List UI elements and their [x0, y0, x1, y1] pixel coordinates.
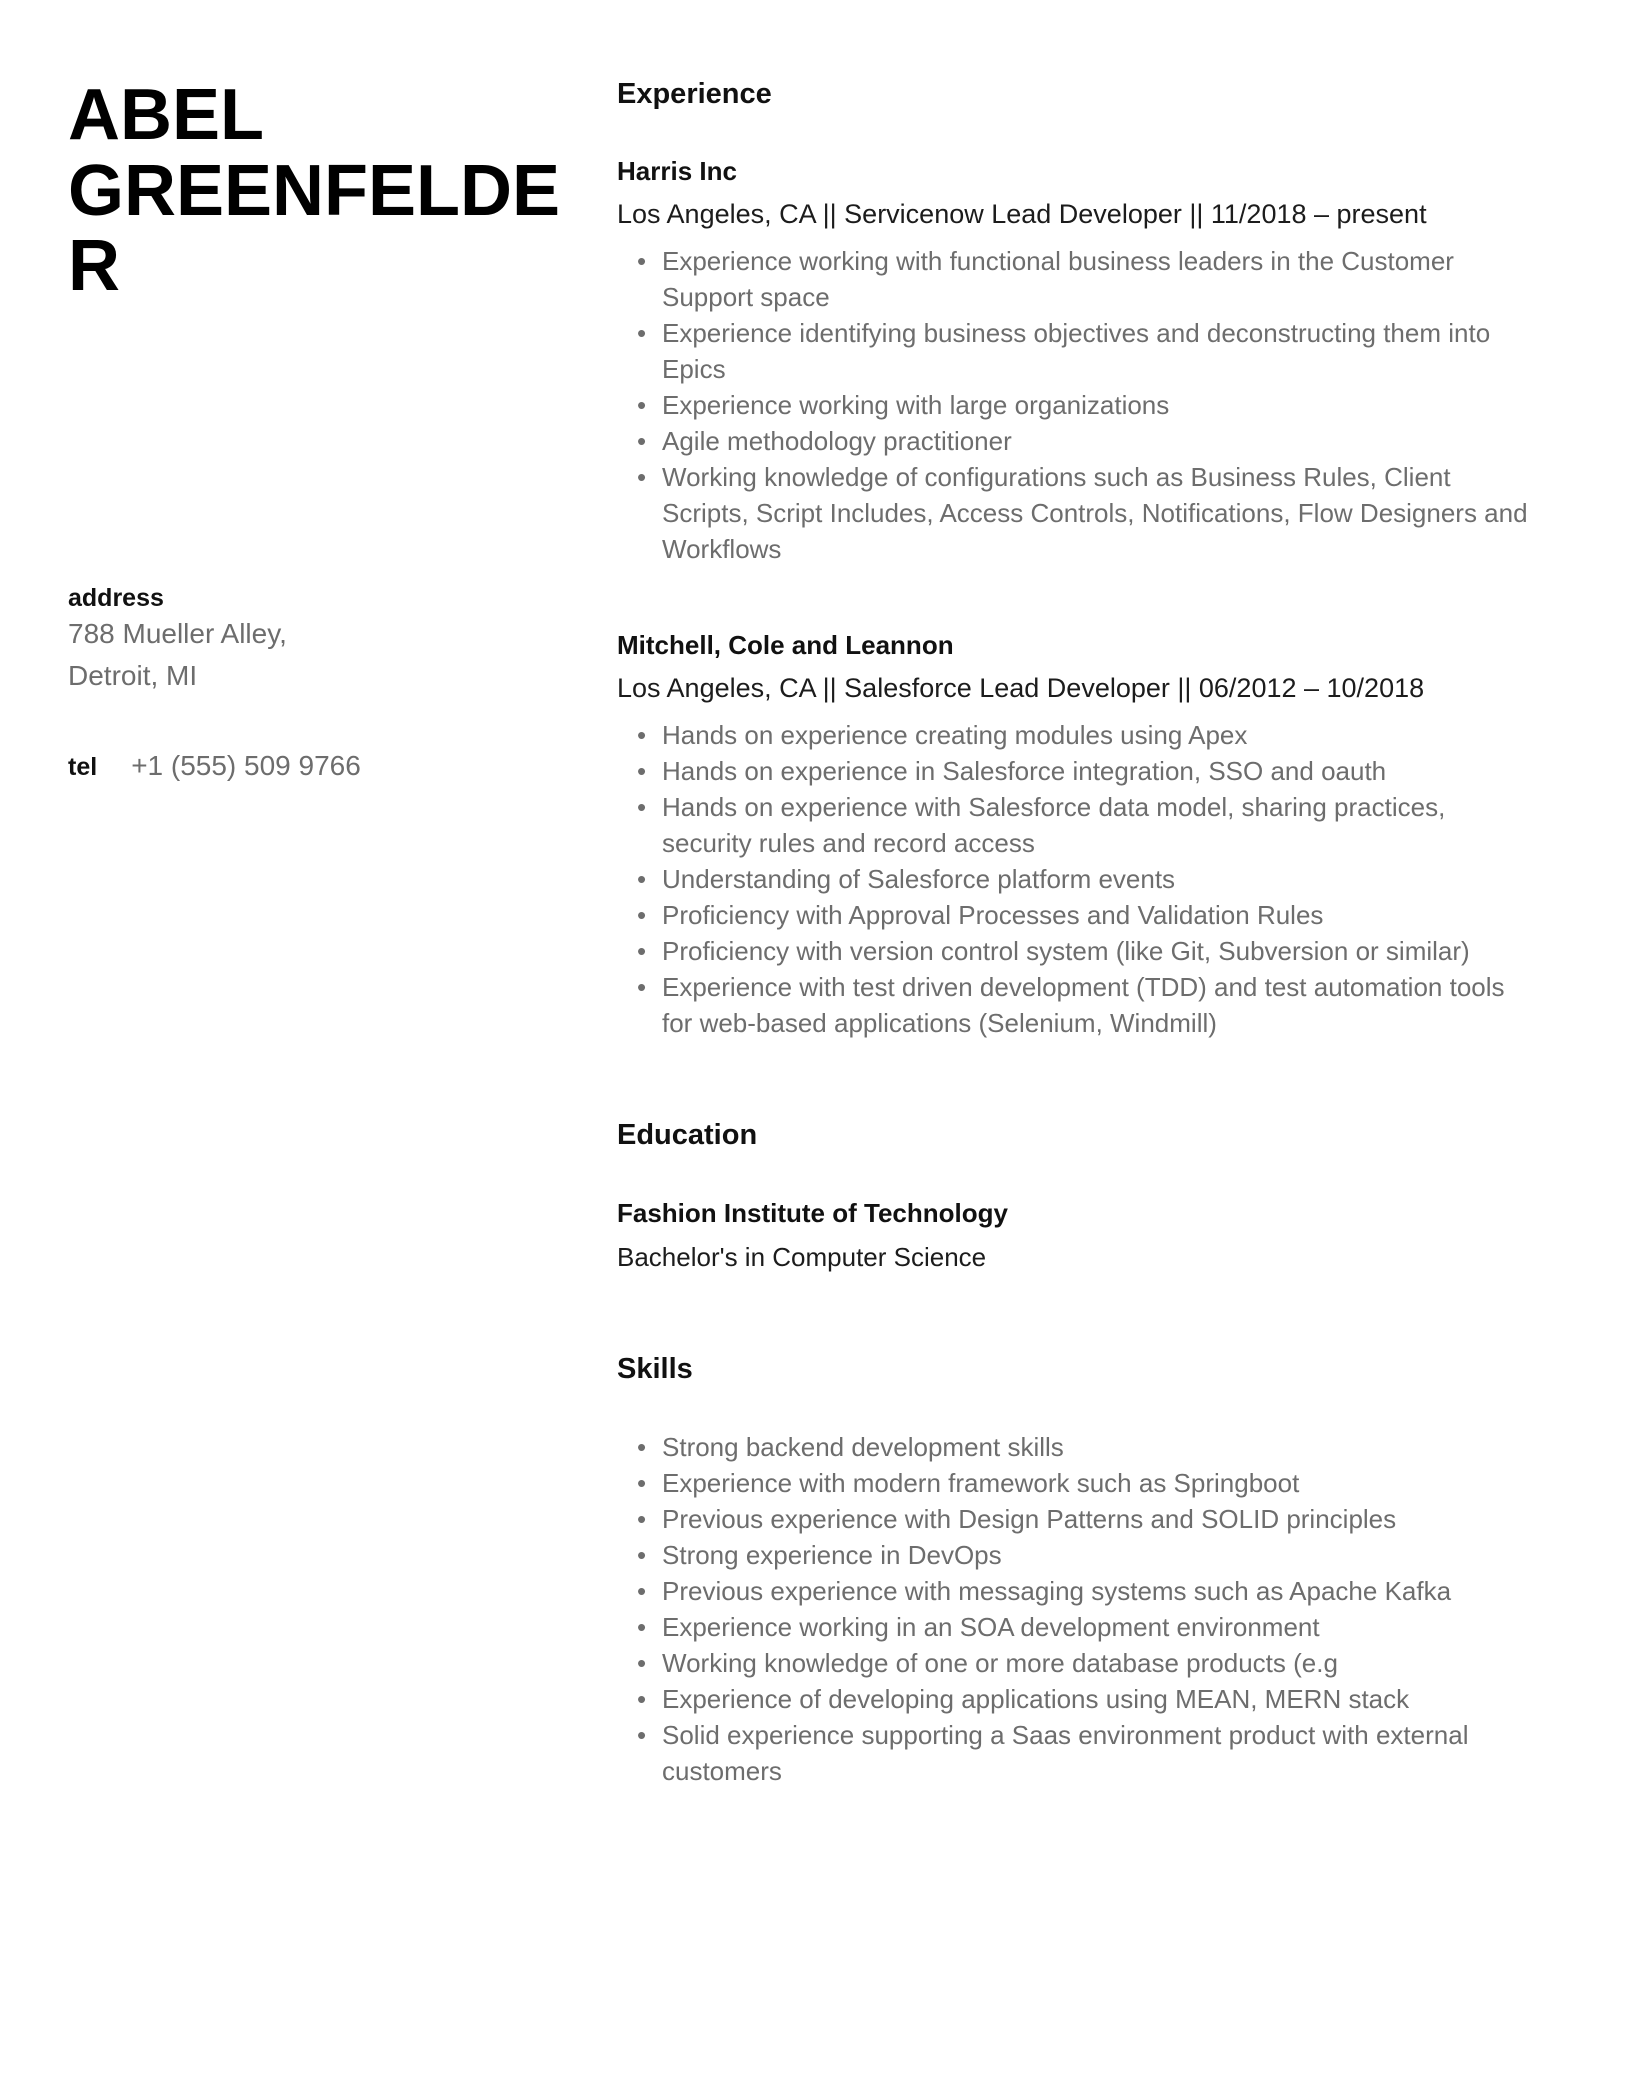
job-bullet: • Experience with test driven development (TDD) and test automation tools for web-based applications (Selenium, Windmill)	[617, 969, 1537, 1041]
experience-section	[617, 78, 1567, 1041]
skill-bullet: • Working knowledge of one or more database products (e.g	[617, 1645, 1537, 1681]
skill-bullet: • Previous experience with Design Patterns and SOLID principles	[617, 1501, 1537, 1537]
skill-bullet: • Solid experience supporting a Saas environment product with external customers	[617, 1717, 1537, 1789]
address-line-2: Detroit, MI	[68, 659, 198, 691]
address-block	[68, 583, 573, 697]
tel-label: tel	[68, 752, 98, 781]
skill-bullet: • Strong backend development skills	[617, 1429, 1537, 1465]
skill-bullet: • Experience working in an SOA development environment	[617, 1609, 1537, 1645]
job-company: Mitchell, Cole and Leannon	[617, 630, 954, 660]
job-company: Harris Inc	[617, 156, 737, 186]
resume-main-column	[617, 0, 1567, 1789]
job-bullet: • Agile methodology practitioner	[617, 423, 1537, 459]
experience-heading: Experience	[617, 78, 772, 110]
job-bullet: • Experience working with functional business leaders in the Customer Support space	[617, 243, 1537, 315]
resume-sidebar	[0, 0, 573, 787]
school-name: Fashion Institute of Technology	[617, 1198, 1008, 1228]
skill-bullet: • Previous experience with messaging systems such as Apache Kafka	[617, 1573, 1537, 1609]
job-bullet: • Hands on experience creating modules using Apex	[617, 717, 1537, 753]
skills-bullet-list	[617, 1429, 1537, 1789]
job-meta: Los Angeles, CA || Servicenow Lead Developer || 11/2018 – present	[617, 199, 1427, 229]
tel-value: +1 (555) 509 9766	[131, 749, 361, 781]
job-bullet-list	[617, 717, 1537, 1041]
job-bullet: • Working knowledge of configurations such as Business Rules, Client Scripts, Script Includes, Access Controls, Notifications, Flow Designers and Workflows	[617, 459, 1537, 567]
education-heading: Education	[617, 1119, 758, 1151]
job-bullet: • Proficiency with version control system (like Git, Subversion or similar)	[617, 933, 1537, 969]
skill-bullet: • Strong experience in DevOps	[617, 1537, 1537, 1573]
job-bullet: • Proficiency with Approval Processes and Validation Rules	[617, 897, 1537, 933]
tel-block	[68, 745, 573, 787]
job-bullet: • Hands on experience with Salesforce data model, sharing practices, security rules and record access	[617, 789, 1537, 861]
job-bullet: • Understanding of Salesforce platform events	[617, 861, 1537, 897]
skills-heading: Skills	[617, 1353, 693, 1385]
skill-bullet: • Experience with modern framework such as Springboot	[617, 1465, 1537, 1501]
job-bullet: • Experience working with large organizations	[617, 387, 1537, 423]
job-bullet: • Hands on experience in Salesforce integration, SSO and oauth	[617, 753, 1537, 789]
job-entry-harris	[617, 155, 1567, 567]
contact-block	[68, 583, 573, 787]
degree: Bachelor's in Computer Science	[617, 1242, 987, 1272]
skill-bullet: • Experience of developing applications using MEAN, MERN stack	[617, 1681, 1537, 1717]
job-bullet: • Experience identifying business objectives and deconstructing them into Epics	[617, 315, 1537, 387]
skills-section	[617, 1353, 1567, 1789]
candidate-name: ABEL GREENFELDER	[68, 75, 561, 307]
job-bullet-list	[617, 243, 1537, 567]
address-label: address	[68, 583, 164, 612]
job-meta: Los Angeles, CA || Salesforce Lead Developer || 06/2012 – 10/2018	[617, 673, 1425, 703]
job-entry-mitchell	[617, 629, 1567, 1041]
address-line-1: 788 Mueller Alley,	[68, 617, 287, 649]
education-section	[617, 1119, 1567, 1273]
